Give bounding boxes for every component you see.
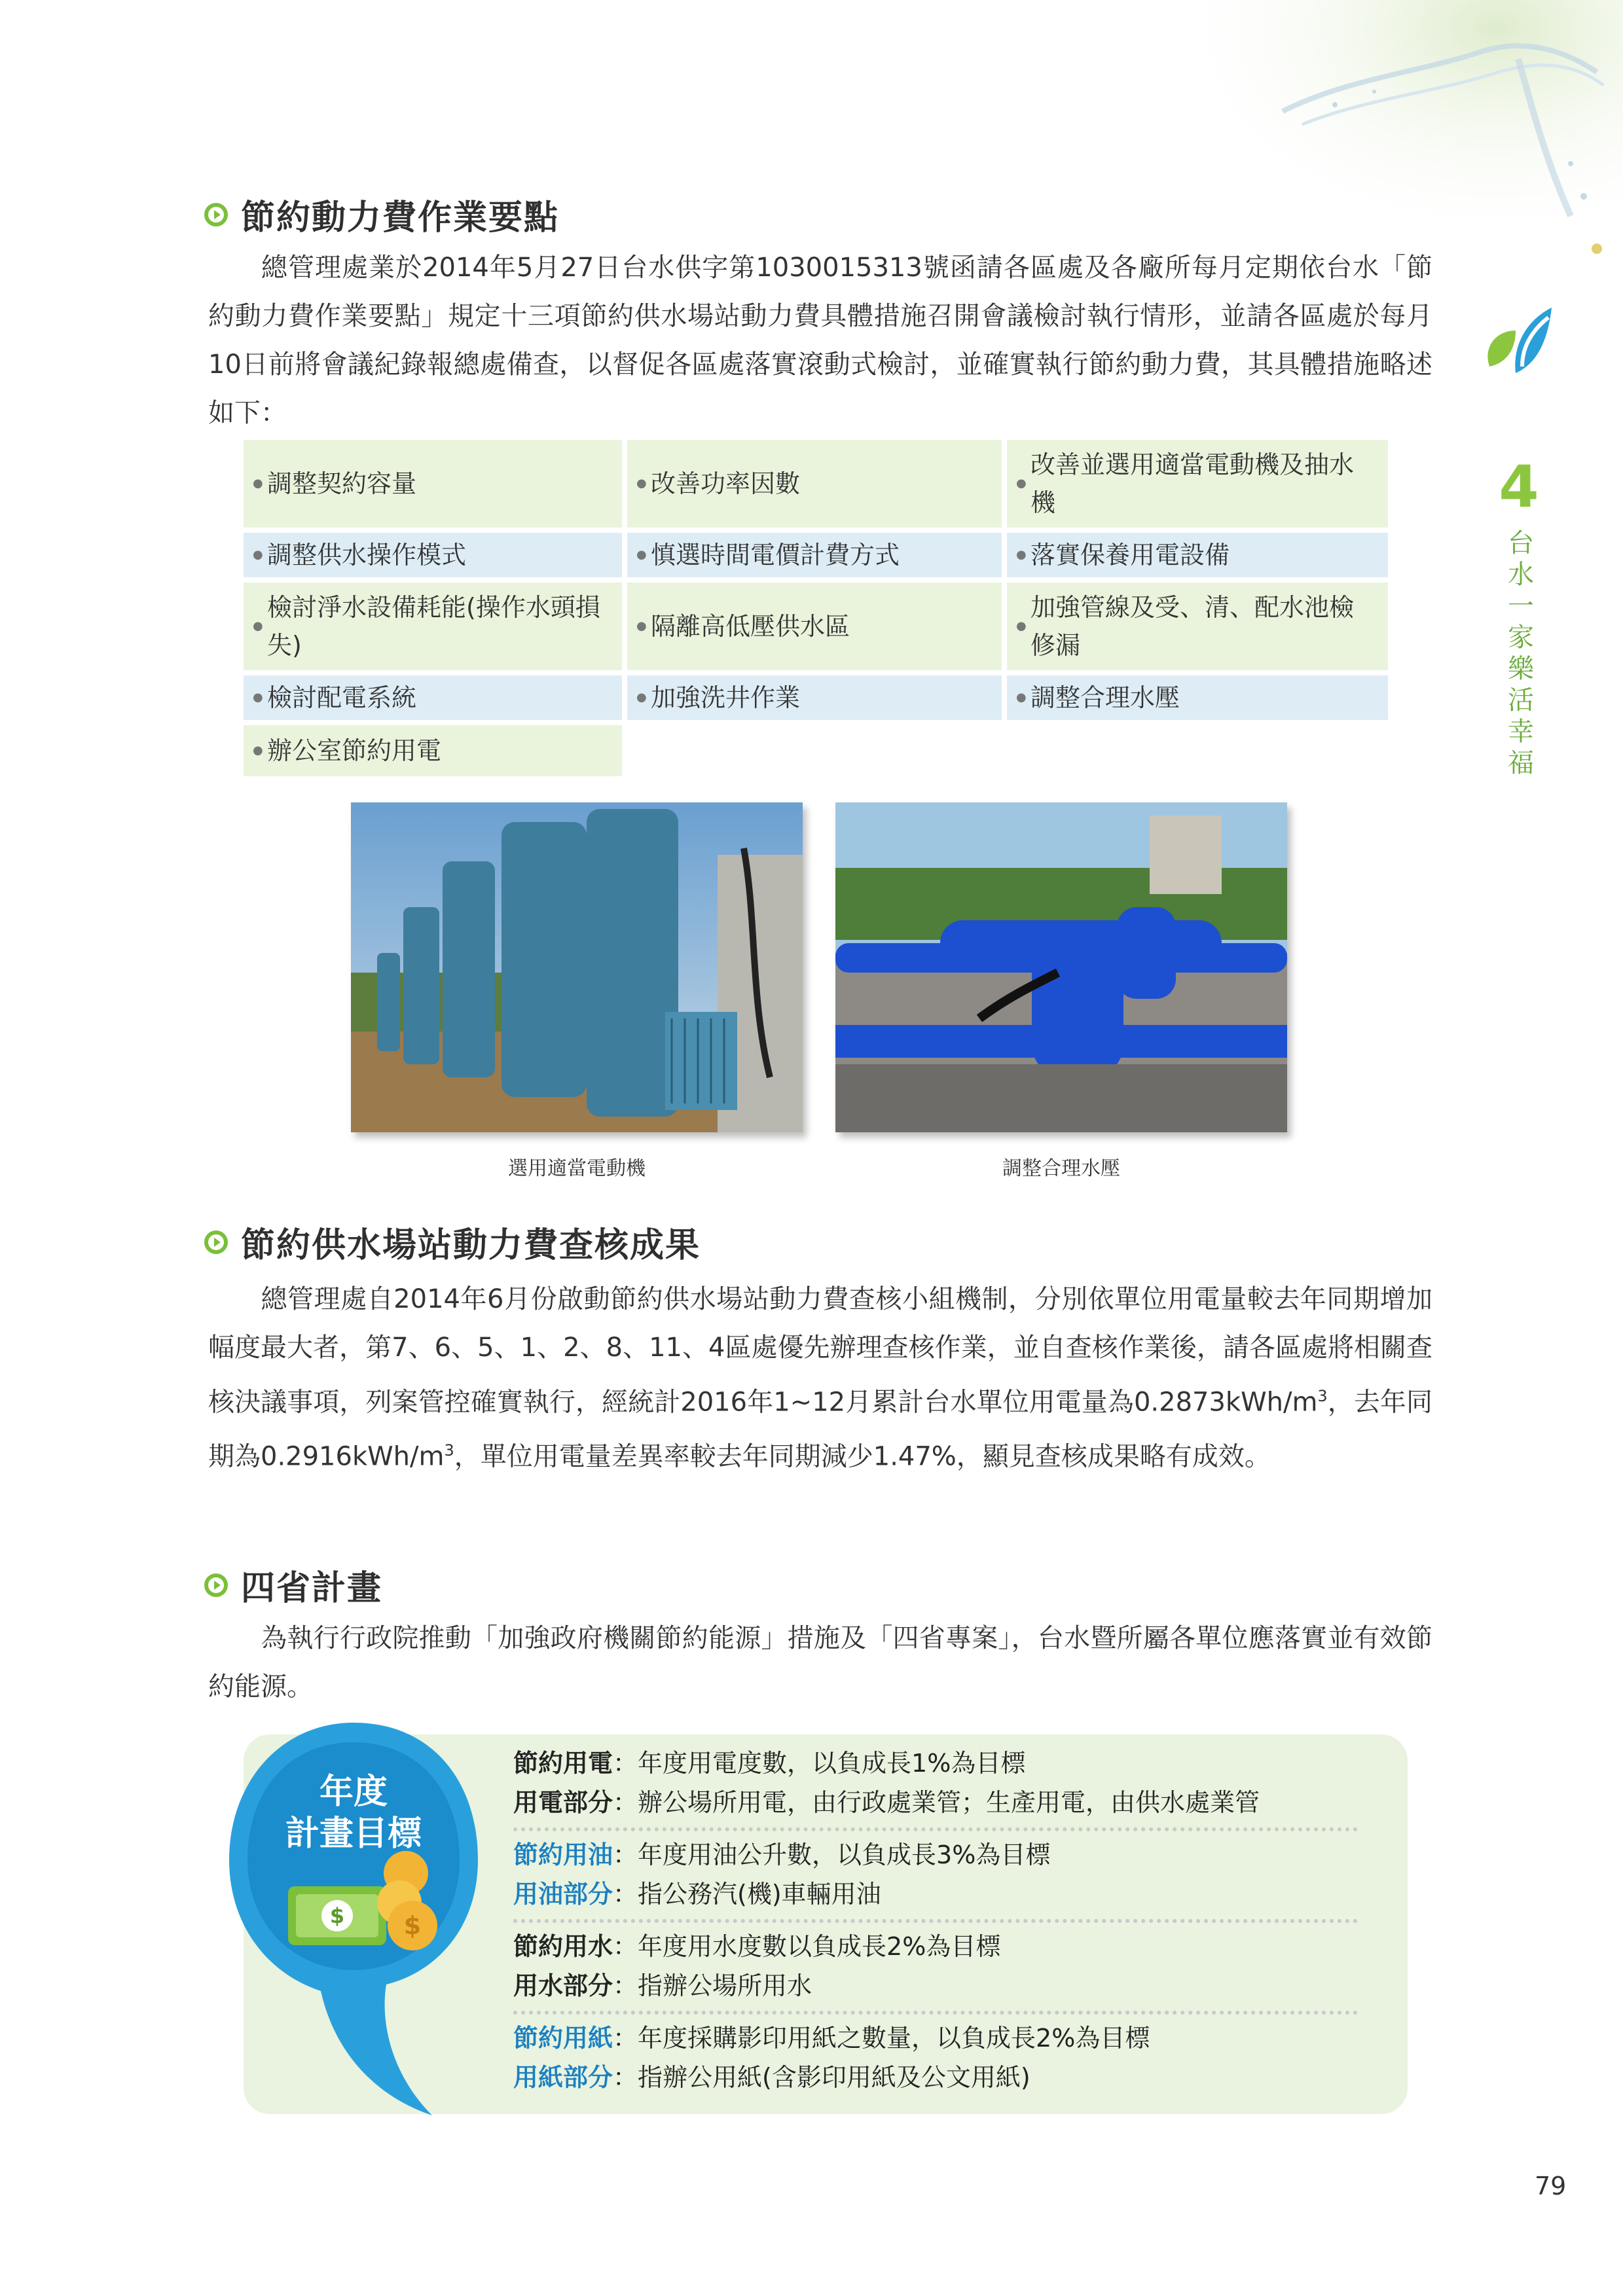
dotted-divider — [513, 1919, 1358, 1923]
measure-item: ● 加強管線及受、清、配水池檢修漏 — [1007, 583, 1388, 670]
measure-item: ● 改善功率因數 — [627, 440, 1002, 528]
target-row: 用電部分：辦公場所用電，由行政處業管；生產用電，由供水處業管 — [513, 1788, 1260, 1817]
leaf-logo-icon — [1476, 301, 1561, 380]
target-row: 用紙部分：指辦公用紙(含影印用紙及公文用紙) — [513, 2063, 1030, 2092]
measure-item: ● 改善並選用適當電動機及抽水機 — [1007, 440, 1388, 528]
measure-item: ● 慎選時間電價計費方式 — [627, 533, 1002, 577]
photo-caption-right: 調整合理水壓 — [1002, 1157, 1120, 1180]
section-1-paragraph: 總管理處業於2014年5月27日台水供字第1030015313號函請各區處及各廠所每月定期依台水「節約動力費作業要點」規定十三項節約供水場站動力費具體措施召開會議檢討執行情形，並請各區處於每月10日前將會議紀錄報總處備查，以督促各區處落實滾動式檢討，並確實執行節約動力費，其具體措施略述如下： — [208, 253, 1432, 428]
section-title: 四省計畫 — [241, 1569, 383, 1608]
chapter-tab — [1467, 301, 1571, 780]
section-title: 節約動力費作業要點 — [241, 198, 560, 238]
target-row: 節約用紙：年度採購影印用紙之數量，以負成長2%為目標 — [513, 2024, 1150, 2053]
motor-photo-illustration — [351, 802, 803, 1132]
water-splash-decoration — [1204, 0, 1623, 275]
section-2-paragraph: 總管理處自2014年6月份啟動節約供水場站動力費查核小組機制，分別依單位用電量較去年同期增加幅度最大者，第7、6、5、1、2、8、11、4區處優先辦理查核作業，並自查核作業後，請各區處將相關查核決議事項，列案管控確實執行，經統計2016年1~12月累計台水單位用電量為$0.2873kWh/m^3$，去年同期為$0.2916kWh/m^3$，單位用電量差異率較去年同期減少1.47%，顯見查核成果略有成效。 — [208, 1284, 1432, 1472]
measure-item: ● 落實保養用電設備 — [1007, 533, 1388, 577]
target-row: 節約用油：年度用油公升數，以負成長3%為目標 — [513, 1840, 1051, 1869]
measure-item: ● 檢討配電系統 — [244, 675, 622, 720]
dotted-divider — [513, 1827, 1358, 1831]
play-circle-icon — [204, 203, 228, 226]
svg-text:$: $ — [403, 1911, 422, 1940]
section-heading-2 — [204, 1217, 701, 1266]
measure-item: ● 辦公室節約用電 — [244, 725, 622, 776]
targets-badge-title: 年度 計畫目標 — [285, 1772, 422, 1854]
pipes-photo-illustration — [835, 802, 1287, 1132]
svg-text:$: $ — [329, 1903, 345, 1928]
target-row: 用水部分：指辦公場所用水 — [513, 1971, 812, 2000]
section-title: 節約供水場站動力費查核成果 — [241, 1226, 701, 1265]
measure-item: ● 隔離高低壓供水區 — [627, 583, 1002, 670]
measure-item: ● 加強洗井作業 — [627, 675, 1002, 720]
photo-motors — [351, 802, 803, 1132]
target-row: 用油部分：指公務汽(機)車輛用油 — [513, 1880, 881, 1909]
measure-item: ● 檢討淨水設備耗能(操作水頭損失) — [244, 583, 622, 670]
photo-caption-left: 選用適當電動機 — [508, 1157, 646, 1180]
section-heading-3 — [204, 1560, 382, 1609]
target-row: 節約用水：年度用水度數以負成長2%為目標 — [513, 1932, 1001, 1961]
measure-item: ● 調整合理水壓 — [1007, 675, 1388, 720]
chapter-number: 4 — [1499, 453, 1539, 520]
section-heading-1 — [204, 190, 559, 239]
dotted-divider — [513, 2011, 1358, 2015]
photo-pipes — [835, 802, 1287, 1132]
measure-item: ● 調整供水操作模式 — [244, 533, 622, 577]
play-circle-icon — [204, 1230, 228, 1254]
measure-item: ● 調整契約容量 — [244, 440, 622, 528]
page-number: 79 — [1535, 2172, 1567, 2200]
play-circle-icon — [204, 1573, 228, 1597]
chapter-title: 台水一家樂活幸福 — [1503, 529, 1534, 780]
target-row: 節約用電：年度用電度數，以負成長1%為目標 — [513, 1749, 1026, 1778]
section-3-paragraph: 為執行行政院推動「加強政府機關節約能源」措施及「四省專案」，台水暨所屬各單位應落實並有效節約能源。 — [208, 1623, 1432, 1702]
